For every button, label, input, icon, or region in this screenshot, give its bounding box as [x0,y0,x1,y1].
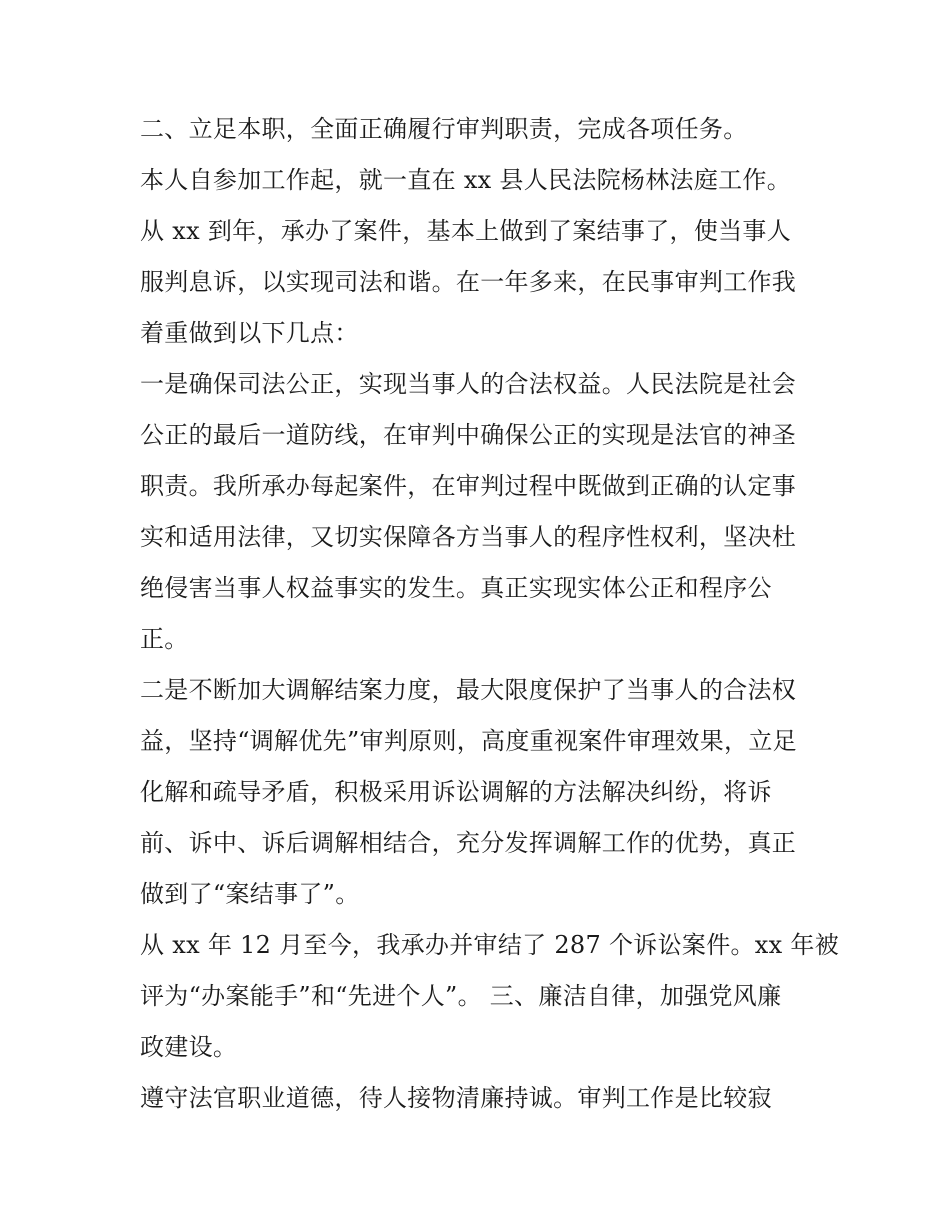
text-line: 二是不断加大调解结案力度，最大限度保护了当事人的合法权 [140,676,797,704]
text-line: 化解和疏导矛盾，积极采用诉讼调解的方法解决纠纷，将诉 [140,778,772,806]
text-line: 一是确保司法公正，实现当事人的合法权益。人民法院是社会 [140,370,797,398]
text-line: 从 xx 到年，承办了案件，基本上做到了案结事了，使当事人 [140,217,792,245]
text-line: 益，坚持“调解优先”审判原则，高度重视案件审理效果，立足 [140,727,797,755]
text-line: 着重做到以下几点： [140,319,359,347]
text-line: 正。 [140,625,189,653]
text-line: 服判息诉，以实现司法和谐。在一年多来，在民事审判工作我 [140,268,797,296]
text-line: 职责。我所承办每起案件，在审判过程中既做到正确的认定事 [140,472,797,500]
text-line: 公正的最后一道防线，在审判中确保公正的实现是法官的神圣 [140,421,797,449]
text-line: 本人自参加工作起，就一直在 xx 县人民法院杨林法庭工作。 [140,166,792,194]
text-line: 政建设。 [140,1033,238,1061]
text-line: 做到了“案结事了”。 [140,880,360,908]
text-line: 评为“办案能手”和“先进个人”。 三、廉洁自律，加强党风廉 [140,982,782,1010]
text-line: 实和适用法律，又切实保障各方当事人的程序性权利，坚决杜 [140,523,797,551]
text-line: 二、立足本职，全面正确履行审判职责，完成各项任务。 [140,115,748,143]
document-body [140,104,839,1124]
text-line: 绝侵害当事人权益事实的发生。真正实现实体公正和程序公 [140,574,772,602]
text-line: 从 xx 年 12 月至今，我承办并审结了 287 个诉讼案件。xx 年被 [140,931,839,959]
text-line: 前、诉中、诉后调解相结合，充分发挥调解工作的优势，真正 [140,829,797,857]
text-line: 遵守法官职业道德，待人接物清廉持诚。审判工作是比较寂 [140,1084,772,1112]
